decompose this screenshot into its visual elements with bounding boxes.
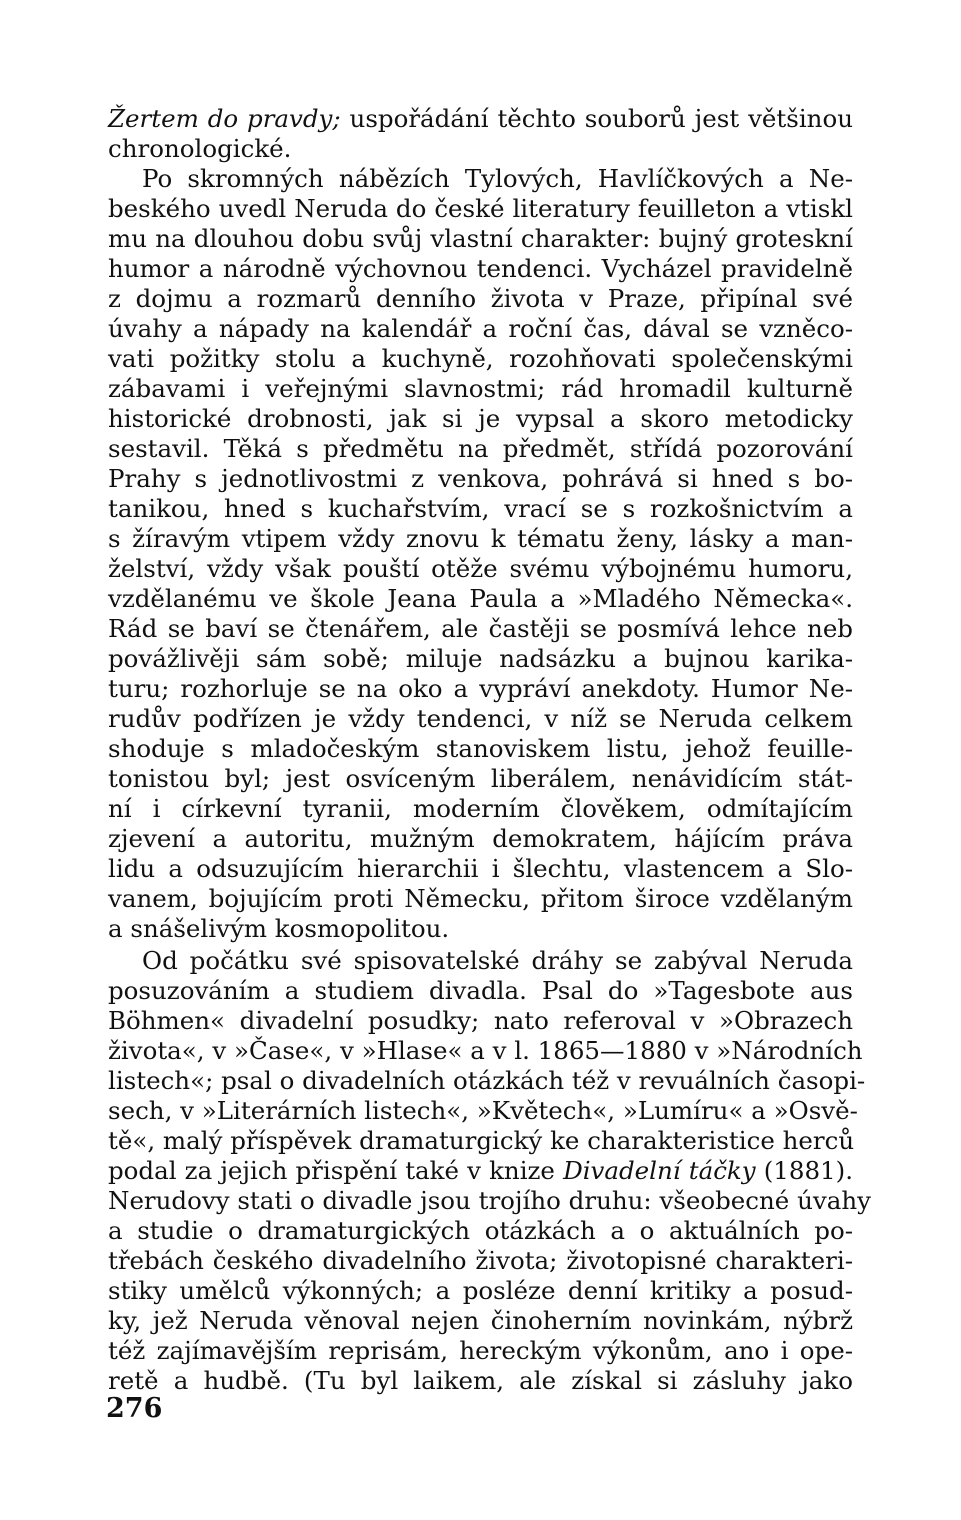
line-text: Po skromných nábězích Tylových, Havlíčkových a Ne-	[142, 164, 853, 193]
text-line	[108, 674, 853, 704]
text-line	[108, 824, 853, 854]
line-text: chronologické.	[108, 134, 292, 163]
line-text: historické drobnosti, jak si je vypsal a skoro metodicky	[108, 404, 853, 433]
text-line	[108, 1306, 853, 1336]
line-text: ky, jež Neruda věnoval nejen činoherním novinkám, nýbrž	[108, 1306, 853, 1335]
line-text: sech, v »Literárních listech«, »Květech«, »Lumíru« a »Osvě-	[108, 1096, 858, 1125]
text-line	[108, 704, 853, 734]
line-text: želství, vždy však pouští otěže svému výbojnému humoru,	[108, 554, 853, 583]
line-text: vati požitky stolu a kuchyně, rozohňovati společenskými	[108, 344, 853, 373]
text-line	[108, 1156, 853, 1186]
text-line	[108, 644, 853, 674]
page-number: 276	[106, 1393, 163, 1424]
text-line	[108, 284, 853, 314]
line-text: (1881).	[755, 1156, 853, 1185]
paragraph	[108, 104, 853, 164]
text-line	[108, 254, 853, 284]
line-text: a snášelivým kosmopolitou.	[108, 914, 450, 943]
line-text: třebách českého divadelního života; životopisné charakteri-	[108, 1246, 853, 1275]
text-line	[108, 976, 853, 1006]
paragraph	[108, 164, 853, 944]
line-text: sestavil. Těká s předmětu na předmět, střídá pozorování	[108, 434, 853, 463]
text-line	[108, 946, 853, 976]
line-text: zábavami i veřejnými slavnostmi; rád hromadil kulturně	[108, 374, 853, 403]
text-line	[108, 1126, 853, 1156]
line-text: s žíravým vtipem vždy znovu k tématu ženy, lásky a man-	[108, 524, 853, 553]
line-text: ní i církevní tyranii, moderním člověkem, odmítajícím	[108, 794, 853, 823]
line-text: tonistou byl; jest osvíceným liberálem, nenávidícím stát-	[108, 764, 853, 793]
text-line	[108, 494, 853, 524]
text-line	[108, 314, 853, 344]
line-text: beského uvedl Neruda do české literatury feuilleton a vtiskl	[108, 194, 853, 223]
text-line	[108, 1036, 863, 1066]
line-text: Nerudovy stati o divadle jsou trojího druhu: všeobecné úvahy	[108, 1186, 871, 1215]
text-line	[108, 524, 853, 554]
book-title: Divadelní táčky	[563, 1156, 756, 1185]
text-line	[108, 914, 853, 944]
line-text: uspořádání těchto souborů jest většinou	[340, 104, 853, 133]
line-text: a studie o dramaturgických otázkách a o aktuálních po-	[108, 1216, 853, 1245]
text-line	[108, 344, 853, 374]
text-line	[108, 734, 853, 764]
text-line	[108, 1066, 866, 1096]
line-text: stiky umělců výkonných; a posléze denní kritiky a posud-	[108, 1276, 853, 1305]
text-line	[108, 1246, 853, 1276]
line-text: tě«, malý příspěvek dramaturgický ke charakteristice herců	[108, 1126, 855, 1155]
line-text: podal za jejich přispění také v knize	[108, 1156, 564, 1185]
line-text: rudův podřízen je vždy tendenci, v níž se Neruda celkem	[108, 704, 853, 733]
line-text: vzdělanému ve škole Jeana Paula a »Mladého Německa«.	[108, 584, 853, 613]
text-line	[108, 104, 853, 134]
line-text: zjevení a autoritu, mužným demokratem, hájícím práva	[108, 824, 853, 853]
line-text: Prahy s jednotlivostmi z venkova, pohrává si hned s bo-	[108, 464, 853, 493]
text-line	[108, 854, 853, 884]
text-line	[108, 1186, 871, 1216]
line-text: humor a národně výchovnou tendenci. Vycházel pravidelně	[108, 254, 853, 283]
line-text: úvahy a nápady na kalendář a roční čas, dával se vzněco-	[108, 314, 853, 343]
text-line	[108, 194, 853, 224]
text-line	[108, 164, 853, 194]
line-text: posuzováním a studiem divadla. Psal do »Tagesbote aus	[108, 976, 853, 1005]
line-text: povážlivěji sám sobě; miluje nadsázku a bujnou karika-	[108, 644, 853, 673]
text-line	[108, 584, 853, 614]
line-text: retě a hudbě. (Tu byl laikem, ale získal si zásluhy jako	[108, 1366, 853, 1395]
line-text: tanikou, hned s kuchařstvím, vrací se s rozkošnictvím a	[108, 494, 853, 523]
line-text: Rád se baví se čtenářem, ale častěji se posmívá lehce neb	[108, 614, 853, 643]
text-line	[108, 464, 853, 494]
line-text: Böhmen« divadelní posudky; nato referoval v »Obrazech	[108, 1006, 853, 1035]
line-text: listech«; psal o divadelních otázkách též v revuálních časopi-	[108, 1066, 866, 1095]
text-line	[108, 434, 853, 464]
text-line	[108, 1006, 853, 1036]
text-line	[108, 1216, 853, 1246]
line-text: života«, v »Čase«, v »Hlase« a v l. 1865—1880 v »Národních	[108, 1036, 863, 1065]
text-line	[108, 614, 853, 644]
text-line	[108, 224, 853, 254]
line-text: též zajímavějším reprisám, hereckým výkonům, ano i ope-	[108, 1336, 853, 1365]
text-line	[108, 554, 853, 584]
text-line	[108, 374, 853, 404]
text-line	[108, 1096, 858, 1126]
text-line	[108, 134, 853, 164]
text-line	[108, 1366, 853, 1396]
line-text: mu na dlouhou dobu svůj vlastní charakter: bujný groteskní	[108, 224, 853, 253]
book-title: Žertem do pravdy;	[108, 104, 341, 133]
line-text: z dojmu a rozmarů denního života v Praze, připínal své	[108, 284, 853, 313]
line-text: shoduje s mladočeským stanoviskem listu, jehož feuille-	[108, 734, 853, 763]
line-text: vanem, bojujícím proti Německu, přitom široce vzdělaným	[108, 884, 853, 913]
text-line	[108, 794, 853, 824]
text-line	[108, 884, 853, 914]
page-body	[108, 104, 871, 1396]
line-text: Od počátku své spisovatelské dráhy se zabýval Neruda	[142, 946, 853, 975]
text-line	[108, 764, 853, 794]
text-line	[108, 404, 853, 434]
line-text: turu; rozhorluje se na oko a vypráví anekdoty. Humor Ne-	[108, 674, 853, 703]
line-text: lidu a odsuzujícím hierarchii i šlechtu, vlastencem a Slo-	[108, 854, 853, 883]
text-line	[108, 1276, 853, 1306]
paragraph	[108, 946, 871, 1396]
text-line	[108, 1336, 853, 1366]
